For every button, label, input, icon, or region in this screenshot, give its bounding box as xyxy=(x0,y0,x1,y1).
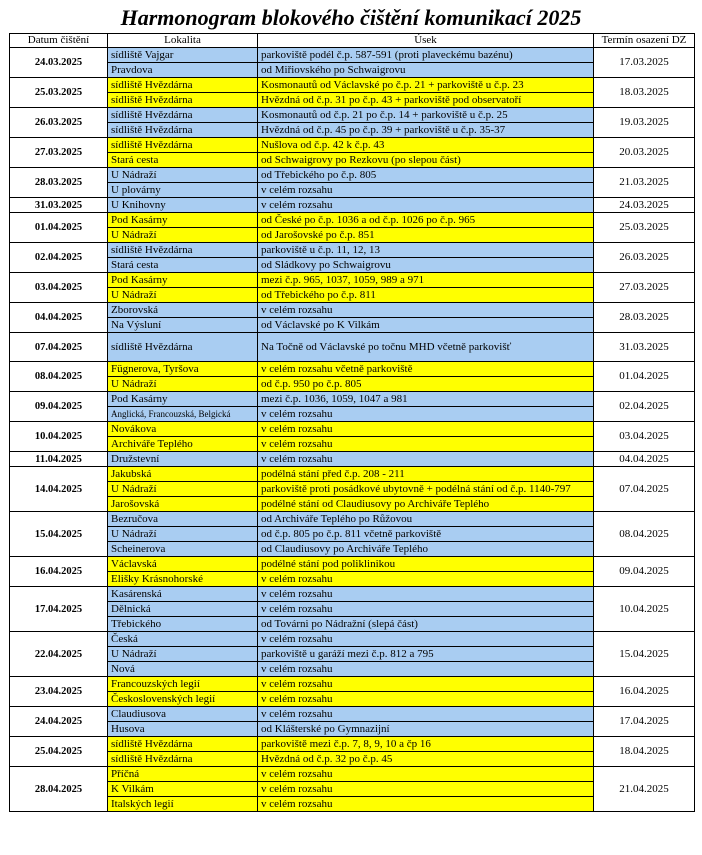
header-section: Úsek xyxy=(258,34,594,48)
section-cell: Kosmonautů od Václavské po č.p. 21 + parkoviště u č.p. 23 xyxy=(258,78,594,93)
cleaning-date: 15.04.2025 xyxy=(10,512,108,557)
dz-date: 21.03.2025 xyxy=(594,168,695,198)
section-cell: v celém rozsahu xyxy=(258,767,594,782)
section-cell: v celém rozsahu xyxy=(258,422,594,437)
table-row xyxy=(10,572,695,587)
location-cell: sídliště Hvězdárna xyxy=(108,93,258,108)
dz-date: 17.03.2025 xyxy=(594,48,695,78)
location-cell: U Knihovny xyxy=(108,198,258,213)
table-row xyxy=(10,78,695,93)
cleaning-date: 10.04.2025 xyxy=(10,422,108,452)
location-cell: U Nádraží xyxy=(108,168,258,183)
table-row xyxy=(10,123,695,138)
section-cell: od Třebického po č.p. 811 xyxy=(258,288,594,303)
table-row xyxy=(10,617,695,632)
location-cell: sídliště Hvězdárna xyxy=(108,752,258,767)
cleaning-date: 14.04.2025 xyxy=(10,467,108,512)
location-cell: Nová xyxy=(108,662,258,677)
section-cell: parkoviště u garáží mezi č.p. 812 a 795 xyxy=(258,647,594,662)
dz-date: 17.04.2025 xyxy=(594,707,695,737)
location-cell: sídliště Hvězdárna xyxy=(108,138,258,153)
section-cell: Hvězdná od č.p. 32 po č.p. 45 xyxy=(258,752,594,767)
location-cell: Pod Kasárny xyxy=(108,392,258,407)
table-row xyxy=(10,482,695,497)
table-row xyxy=(10,138,695,153)
location-cell: Stará cesta xyxy=(108,153,258,168)
dz-date: 02.04.2025 xyxy=(594,392,695,422)
table-row xyxy=(10,228,695,243)
table-row xyxy=(10,288,695,303)
table-row xyxy=(10,782,695,797)
dz-date: 21.04.2025 xyxy=(594,767,695,812)
section-cell: v celém rozsahu xyxy=(258,452,594,467)
cleaning-date: 23.04.2025 xyxy=(10,677,108,707)
cleaning-date: 24.04.2025 xyxy=(10,707,108,737)
section-cell: parkoviště proti posádkové ubytovně + podélná stání od č.p. 1140-797 xyxy=(258,482,594,497)
table-row xyxy=(10,153,695,168)
section-cell: v celém rozsahu xyxy=(258,572,594,587)
table-row xyxy=(10,467,695,482)
dz-date: 20.03.2025 xyxy=(594,138,695,168)
table-row xyxy=(10,542,695,557)
location-cell: Jarošovská xyxy=(108,497,258,512)
location-cell: Fügnerova, Tyršova xyxy=(108,362,258,377)
section-cell: Kosmonautů od č.p. 21 po č.p. 14 + parkoviště u č.p. 25 xyxy=(258,108,594,123)
dz-date: 07.04.2025 xyxy=(594,467,695,512)
cleaning-date: 02.04.2025 xyxy=(10,243,108,273)
cleaning-date: 17.04.2025 xyxy=(10,587,108,632)
section-cell: v celém rozsahu xyxy=(258,183,594,198)
location-cell: Pravdova xyxy=(108,63,258,78)
location-cell: U Nádraží xyxy=(108,288,258,303)
section-cell: v celém rozsahu xyxy=(258,677,594,692)
table-row xyxy=(10,722,695,737)
table-row xyxy=(10,392,695,407)
table-row xyxy=(10,93,695,108)
dz-date: 18.03.2025 xyxy=(594,78,695,108)
location-cell: U plovárny xyxy=(108,183,258,198)
dz-date: 01.04.2025 xyxy=(594,362,695,392)
header-date: Datum čištění xyxy=(10,34,108,48)
dz-date: 15.04.2025 xyxy=(594,632,695,677)
section-cell: v celém rozsahu xyxy=(258,692,594,707)
location-cell: Claudiusova xyxy=(108,707,258,722)
location-cell: Václavská xyxy=(108,557,258,572)
section-cell: od Miřiovského po Schwaigrovu xyxy=(258,63,594,78)
dz-date: 10.04.2025 xyxy=(594,587,695,632)
section-cell: v celém rozsahu xyxy=(258,782,594,797)
header-row xyxy=(10,34,695,48)
section-cell: v celém rozsahu xyxy=(258,632,594,647)
section-cell: v celém rozsahu xyxy=(258,662,594,677)
dz-date: 31.03.2025 xyxy=(594,333,695,362)
location-cell: Pod Kasárny xyxy=(108,273,258,288)
dz-date: 19.03.2025 xyxy=(594,108,695,138)
table-row xyxy=(10,273,695,288)
cleaning-date: 27.03.2025 xyxy=(10,138,108,168)
location-cell: Jakubská xyxy=(108,467,258,482)
table-row xyxy=(10,303,695,318)
header-dz: Termín osazení DZ xyxy=(594,34,695,48)
table-row xyxy=(10,662,695,677)
section-cell: od Třebického po č.p. 805 xyxy=(258,168,594,183)
section-cell: parkoviště podél č.p. 587-591 (proti plaveckému bazénu) xyxy=(258,48,594,63)
table-row xyxy=(10,512,695,527)
table-row xyxy=(10,707,695,722)
schedule-body xyxy=(10,48,695,812)
location-cell: sídliště Hvězdárna xyxy=(108,243,258,258)
section-cell: v celém rozsahu xyxy=(258,707,594,722)
dz-date: 03.04.2025 xyxy=(594,422,695,452)
location-cell: U Nádraží xyxy=(108,647,258,662)
table-row xyxy=(10,602,695,617)
cleaning-date: 22.04.2025 xyxy=(10,632,108,677)
section-cell: od č.p. 805 po č.p. 811 včetně parkoviště xyxy=(258,527,594,542)
cleaning-date: 28.03.2025 xyxy=(10,168,108,198)
location-cell: Družstevní xyxy=(108,452,258,467)
section-cell: od Továrni po Nádražní (slepá část) xyxy=(258,617,594,632)
dz-date: 27.03.2025 xyxy=(594,273,695,303)
location-cell: sídliště Hvězdárna xyxy=(108,333,258,362)
section-cell: od Klášterské po Gymnazijní xyxy=(258,722,594,737)
section-cell: v celém rozsahu včetně parkoviště xyxy=(258,362,594,377)
section-cell: v celém rozsahu xyxy=(258,797,594,812)
table-row xyxy=(10,63,695,78)
dz-date: 24.03.2025 xyxy=(594,198,695,213)
table-row xyxy=(10,497,695,512)
table-row xyxy=(10,437,695,452)
cleaning-date: 08.04.2025 xyxy=(10,362,108,392)
table-row xyxy=(10,183,695,198)
location-cell: U Nádraží xyxy=(108,482,258,497)
section-cell: v celém rozsahu xyxy=(258,198,594,213)
section-cell: mezi č.p. 965, 1037, 1059, 989 a 971 xyxy=(258,273,594,288)
section-cell: podélná stání před č.p. 208 - 211 xyxy=(258,467,594,482)
table-row xyxy=(10,108,695,123)
cleaning-date: 16.04.2025 xyxy=(10,557,108,587)
section-cell: Hvězdná od č.p. 45 po č.p. 39 + parkoviště u č.p. 35-37 xyxy=(258,123,594,138)
page-title: Harmonogram blokového čištění komunikací 2025 xyxy=(120,5,582,30)
location-cell: K Vilkám xyxy=(108,782,258,797)
cleaning-date: 04.04.2025 xyxy=(10,303,108,333)
cleaning-date: 31.03.2025 xyxy=(10,198,108,213)
section-cell: v celém rozsahu xyxy=(258,587,594,602)
table-row xyxy=(10,422,695,437)
table-row xyxy=(10,243,695,258)
location-cell: Scheinerova xyxy=(108,542,258,557)
location-cell: Italských legií xyxy=(108,797,258,812)
table-row xyxy=(10,737,695,752)
table-row xyxy=(10,677,695,692)
table-row xyxy=(10,632,695,647)
table-row xyxy=(10,377,695,392)
table-row xyxy=(10,527,695,542)
location-cell: sídliště Hvězdárna xyxy=(108,78,258,93)
location-cell: Anglická, Francouzská, Belgická xyxy=(108,407,258,422)
table-row xyxy=(10,557,695,572)
section-cell: Na Točně od Václavské po točnu MHD včetně parkovišť xyxy=(258,333,594,362)
table-row xyxy=(10,752,695,767)
table-row xyxy=(10,407,695,422)
header-location: Lokalita xyxy=(108,34,258,48)
section-cell: od Schwaigrovy po Rezkovu (po slepou část) xyxy=(258,153,594,168)
cleaning-date: 25.03.2025 xyxy=(10,78,108,108)
table-row xyxy=(10,647,695,662)
location-cell: Pod Kasárny xyxy=(108,213,258,228)
location-cell: Česká xyxy=(108,632,258,647)
table-row xyxy=(10,692,695,707)
location-cell: Archiváře Teplého xyxy=(108,437,258,452)
section-cell: Hvězdná od č.p. 31 po č.p. 43 + parkoviště pod observatoří xyxy=(258,93,594,108)
dz-date: 09.04.2025 xyxy=(594,557,695,587)
location-cell: U Nádraží xyxy=(108,228,258,243)
section-cell: podélné stání od Claudiusovy po Archiváře Teplého xyxy=(258,497,594,512)
section-cell: parkoviště u č.p. 11, 12, 13 xyxy=(258,243,594,258)
location-cell: Husova xyxy=(108,722,258,737)
section-cell: mezi č.p. 1036, 1059, 1047 a 981 xyxy=(258,392,594,407)
dz-date: 16.04.2025 xyxy=(594,677,695,707)
schedule-table xyxy=(9,33,695,812)
location-cell: Novákova xyxy=(108,422,258,437)
location-cell: Elišky Krásnohorské xyxy=(108,572,258,587)
location-cell: Na Výsluní xyxy=(108,318,258,333)
location-cell: Československých legií xyxy=(108,692,258,707)
dz-date: 04.04.2025 xyxy=(594,452,695,467)
cleaning-date: 07.04.2025 xyxy=(10,333,108,362)
dz-date: 28.03.2025 xyxy=(594,303,695,333)
table-row xyxy=(10,452,695,467)
section-cell: od České po č.p. 1036 a od č.p. 1026 po č.p. 965 xyxy=(258,213,594,228)
location-cell: Příčná xyxy=(108,767,258,782)
dz-date: 18.04.2025 xyxy=(594,737,695,767)
cleaning-date: 11.04.2025 xyxy=(10,452,108,467)
table-row xyxy=(10,48,695,63)
table-row xyxy=(10,587,695,602)
section-cell: od Archiváře Teplého po Růžovou xyxy=(258,512,594,527)
dz-date: 25.03.2025 xyxy=(594,213,695,243)
cleaning-date: 01.04.2025 xyxy=(10,213,108,243)
section-cell: v celém rozsahu xyxy=(258,303,594,318)
location-cell: Zborovská xyxy=(108,303,258,318)
location-cell: sídliště Hvězdárna xyxy=(108,737,258,752)
section-cell: v celém rozsahu xyxy=(258,407,594,422)
location-cell: Kasárenská xyxy=(108,587,258,602)
section-cell: od Sládkovy po Schwaigrovu xyxy=(258,258,594,273)
location-cell: Bezručova xyxy=(108,512,258,527)
table-row xyxy=(10,767,695,782)
table-row xyxy=(10,168,695,183)
location-cell: Francouzských legií xyxy=(108,677,258,692)
section-cell: od Václavské po K Vilkám xyxy=(258,318,594,333)
location-cell: Dělnická xyxy=(108,602,258,617)
table-row xyxy=(10,333,695,362)
section-cell: parkoviště mezi č.p. 7, 8, 9, 10 a čp 16 xyxy=(258,737,594,752)
location-cell: U Nádraží xyxy=(108,527,258,542)
table-row xyxy=(10,318,695,333)
location-cell: sídliště Hvězdárna xyxy=(108,123,258,138)
section-cell: v celém rozsahu xyxy=(258,602,594,617)
location-cell: sídliště Hvězdárna xyxy=(108,108,258,123)
section-cell: od č.p. 950 po č.p. 805 xyxy=(258,377,594,392)
cleaning-date: 09.04.2025 xyxy=(10,392,108,422)
section-cell: podélné stání pod poliklinikou xyxy=(258,557,594,572)
location-cell: sídliště Vajgar xyxy=(108,48,258,63)
table-row xyxy=(10,797,695,812)
table-row xyxy=(10,258,695,273)
cleaning-date: 28.04.2025 xyxy=(10,767,108,812)
cleaning-date: 26.03.2025 xyxy=(10,108,108,138)
section-cell: od Jarošovské po č.p. 851 xyxy=(258,228,594,243)
location-cell: Třebického xyxy=(108,617,258,632)
table-row xyxy=(10,362,695,377)
location-cell: U Nádraží xyxy=(108,377,258,392)
cleaning-date: 24.03.2025 xyxy=(10,48,108,78)
cleaning-date: 25.04.2025 xyxy=(10,737,108,767)
section-cell: Nušlova od č.p. 42 k č.p. 43 xyxy=(258,138,594,153)
section-cell: od Claudiusovy po Archiváře Teplého xyxy=(258,542,594,557)
location-cell: Stará cesta xyxy=(108,258,258,273)
section-cell: v celém rozsahu xyxy=(258,437,594,452)
dz-date: 08.04.2025 xyxy=(594,512,695,557)
dz-date: 26.03.2025 xyxy=(594,243,695,273)
table-row xyxy=(10,213,695,228)
cleaning-date: 03.04.2025 xyxy=(10,273,108,303)
table-row xyxy=(10,198,695,213)
